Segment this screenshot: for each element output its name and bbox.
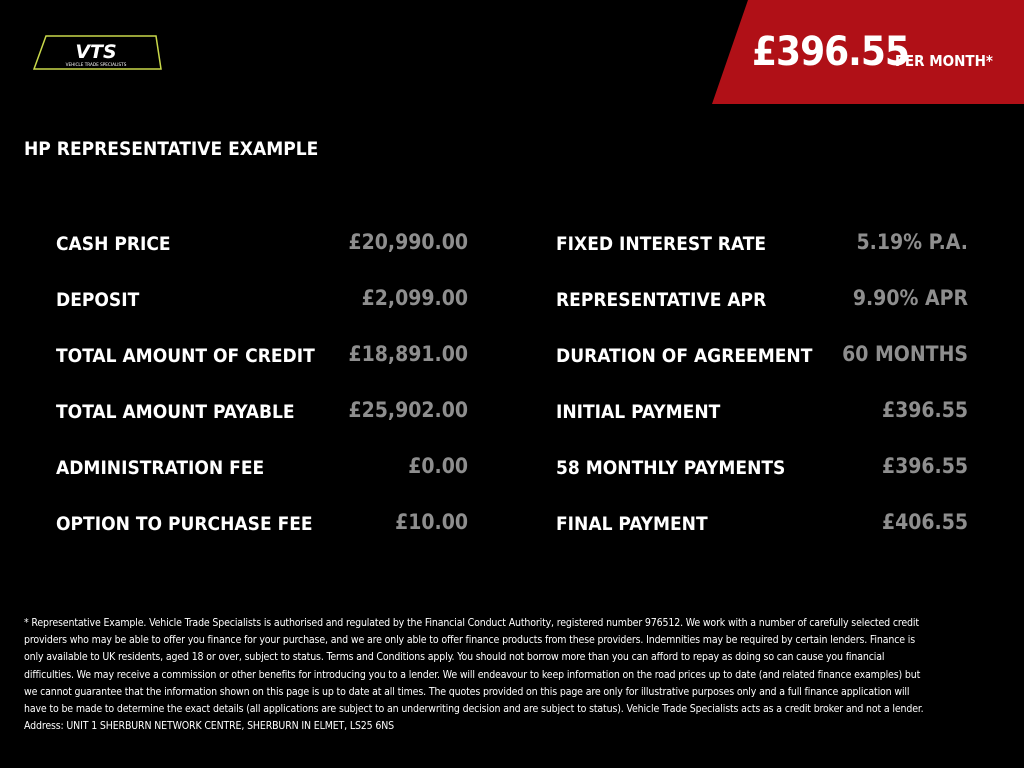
finance-disclaimer: * Representative Example. Vehicle Trade Specialists is authorised and regulated by the Financial Conduct Authority, registered number 976512. We work with a number of carefully selected credit providers who may be able to offer you finance for your purchase, and we are only able to offer finance products from these providers. Indemnities may be required by certain lenders. Finance is only available to UK residents, aged 18 or over, subject to status. Terms and Conditions apply. You should not borrow more than you can afford to repay as doing so can cause you financial difficulties. We may receive a commission or other benefits for introducing you to a lender. We will endeavour to keep information on the road prices up to date (and related finance examples) but we cannot guarantee that the information shown on this page is up to date at all times. The quotes provided on this page are only for illustrative purposes only and a full finance application will have to be made to determine the exact details (all applications are subject to an underwriting decision and are subject to status). Vehicle Trade Specialists acts as a credit broker and not a lender. Address: UNIT 1 SHERBURN NETWORK CENTRE, SHERBURN IN ELMET, LS25 6NS bbox=[24, 617, 924, 733]
finance-row bbox=[556, 228, 968, 284]
row-label: FINAL PAYMENT bbox=[556, 513, 708, 535]
finance-column-left bbox=[56, 228, 468, 564]
row-value: £0.00 bbox=[408, 454, 468, 478]
finance-row bbox=[556, 508, 968, 564]
finance-row bbox=[556, 340, 968, 396]
row-label: 58 MONTHLY PAYMENTS bbox=[556, 457, 786, 479]
row-value: £10.00 bbox=[395, 510, 468, 534]
row-value: 60 MONTHS bbox=[842, 342, 968, 366]
finance-row bbox=[56, 284, 468, 340]
row-label: CASH PRICE bbox=[56, 233, 171, 255]
vts-logo bbox=[32, 35, 162, 70]
row-value: 9.90% APR bbox=[852, 286, 968, 310]
vts-logo-badge bbox=[32, 35, 162, 70]
finance-row bbox=[56, 340, 468, 396]
section-title: HP REPRESENTATIVE EXAMPLE bbox=[24, 138, 319, 160]
row-label: TOTAL AMOUNT OF CREDIT bbox=[56, 345, 315, 367]
finance-row bbox=[556, 452, 968, 508]
row-label: TOTAL AMOUNT PAYABLE bbox=[56, 401, 295, 423]
row-value: £2,099.00 bbox=[361, 286, 468, 310]
finance-row bbox=[56, 452, 468, 508]
row-label: DEPOSIT bbox=[56, 289, 140, 311]
finance-row bbox=[556, 396, 968, 452]
row-label: ADMINISTRATION FEE bbox=[56, 457, 265, 479]
monthly-price: £396.55 bbox=[752, 29, 909, 75]
row-label: DURATION OF AGREEMENT bbox=[556, 345, 813, 367]
finance-row bbox=[556, 284, 968, 340]
logo-text: VTS bbox=[75, 41, 117, 63]
row-label: OPTION TO PURCHASE FEE bbox=[56, 513, 313, 535]
row-value: 5.19% P.A. bbox=[856, 230, 968, 254]
row-value: £25,902.00 bbox=[348, 398, 468, 422]
row-label: INITIAL PAYMENT bbox=[556, 401, 721, 423]
finance-row bbox=[56, 396, 468, 452]
row-value: £406.55 bbox=[881, 510, 968, 534]
row-label: REPRESENTATIVE APR bbox=[556, 289, 767, 311]
row-value: £18,891.00 bbox=[348, 342, 468, 366]
per-month-label: PER MONTH* bbox=[895, 52, 993, 70]
row-value: £396.55 bbox=[881, 454, 968, 478]
finance-column-right bbox=[556, 228, 968, 564]
row-label: FIXED INTEREST RATE bbox=[556, 233, 767, 255]
row-value: £396.55 bbox=[881, 398, 968, 422]
finance-row bbox=[56, 228, 468, 284]
logo-tagline: VEHICLE TRADE SPECIALISTS bbox=[65, 62, 127, 67]
finance-row bbox=[56, 508, 468, 564]
row-value: £20,990.00 bbox=[348, 230, 468, 254]
